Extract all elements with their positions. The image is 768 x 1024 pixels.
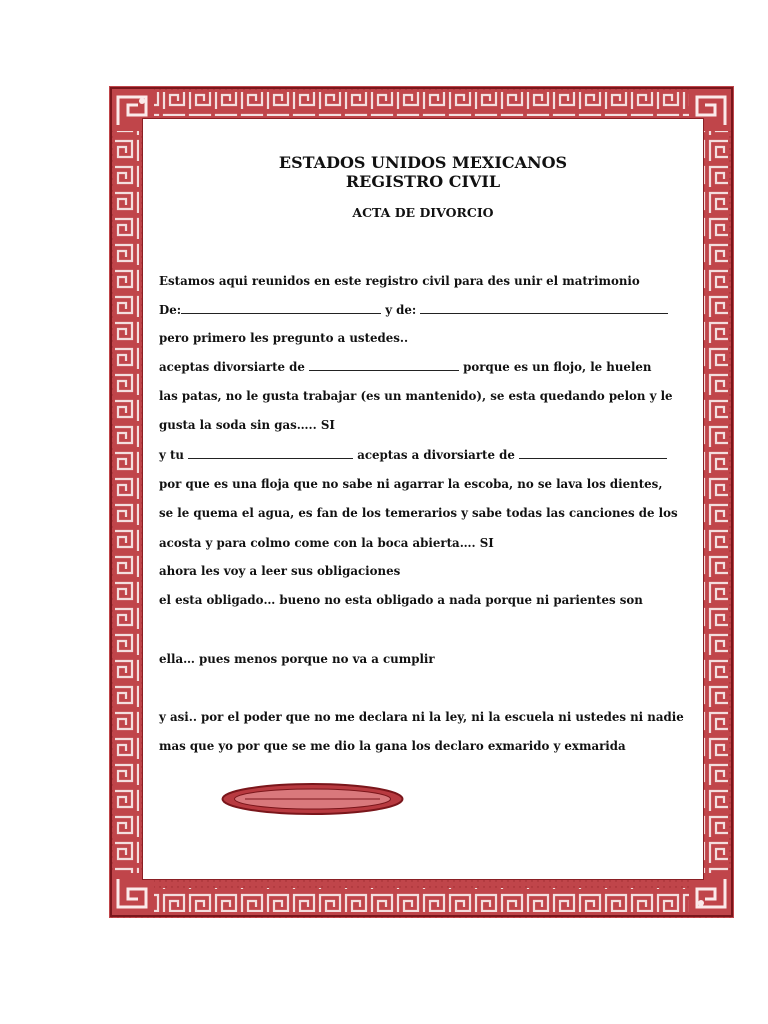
text-line: el esta obligado… bueno no esta obligado a nada porque ni parientes son: [159, 593, 643, 607]
text-segment: aceptas divorsiarte de: [159, 360, 309, 374]
certificate-paper: [142, 118, 704, 880]
text-segment: porque es un flojo, le huelen: [459, 360, 652, 374]
text-segment: y tu: [159, 448, 189, 462]
document-title-line1: ESTADOS UNIDOS MEXICANOS: [278, 153, 568, 172]
blank-field[interactable]: [519, 448, 667, 459]
text-line: ella… pues menos porque no va a cumplir: [159, 652, 435, 666]
text-line: acosta y para colmo come con la boca abierta…. SI: [159, 536, 494, 550]
text-line: pero primero les pregunto a ustedes..: [159, 331, 409, 345]
text-line: por que es una floja que no sabe ni agarrar la escoba, no se lava los dientes,: [159, 477, 663, 491]
text-segment: De:: [159, 303, 182, 317]
text-line: ahora les voy a leer sus obligaciones: [159, 564, 401, 578]
oval-medallion-icon: [220, 782, 405, 816]
names-line: [159, 303, 668, 317]
text-segment: aceptas a divorsiarte de: [353, 448, 519, 462]
question-line: [159, 360, 652, 374]
document-title-line2: REGISTRO CIVIL: [345, 172, 501, 191]
text-line: Estamos aqui reunidos en este registro civil para des unir el matrimonio: [159, 274, 640, 288]
text-segment: y de:: [381, 303, 421, 317]
question-line: [159, 448, 667, 462]
blank-field[interactable]: [420, 303, 668, 314]
text-line: y asi.. por el poder que no me declara ni la ley, ni la escuela ni ustedes ni nadie: [159, 710, 684, 724]
blank-field[interactable]: [309, 360, 459, 371]
text-line: mas que yo por que se me dio la gana los declaro exmarido y exmarida: [159, 739, 626, 753]
blank-field[interactable]: [188, 448, 353, 459]
text-line: las patas, no le gusta trabajar (es un mantenido), se esta quedando pelon y le: [159, 389, 673, 403]
document-subtitle: ACTA DE DIVORCIO: [352, 205, 494, 220]
text-line: gusta la soda sin gas….. SI: [159, 418, 335, 432]
text-line: se le quema el agua, es fan de los temerarios y sabe todas las canciones de los: [159, 506, 678, 520]
blank-field[interactable]: [181, 303, 381, 314]
